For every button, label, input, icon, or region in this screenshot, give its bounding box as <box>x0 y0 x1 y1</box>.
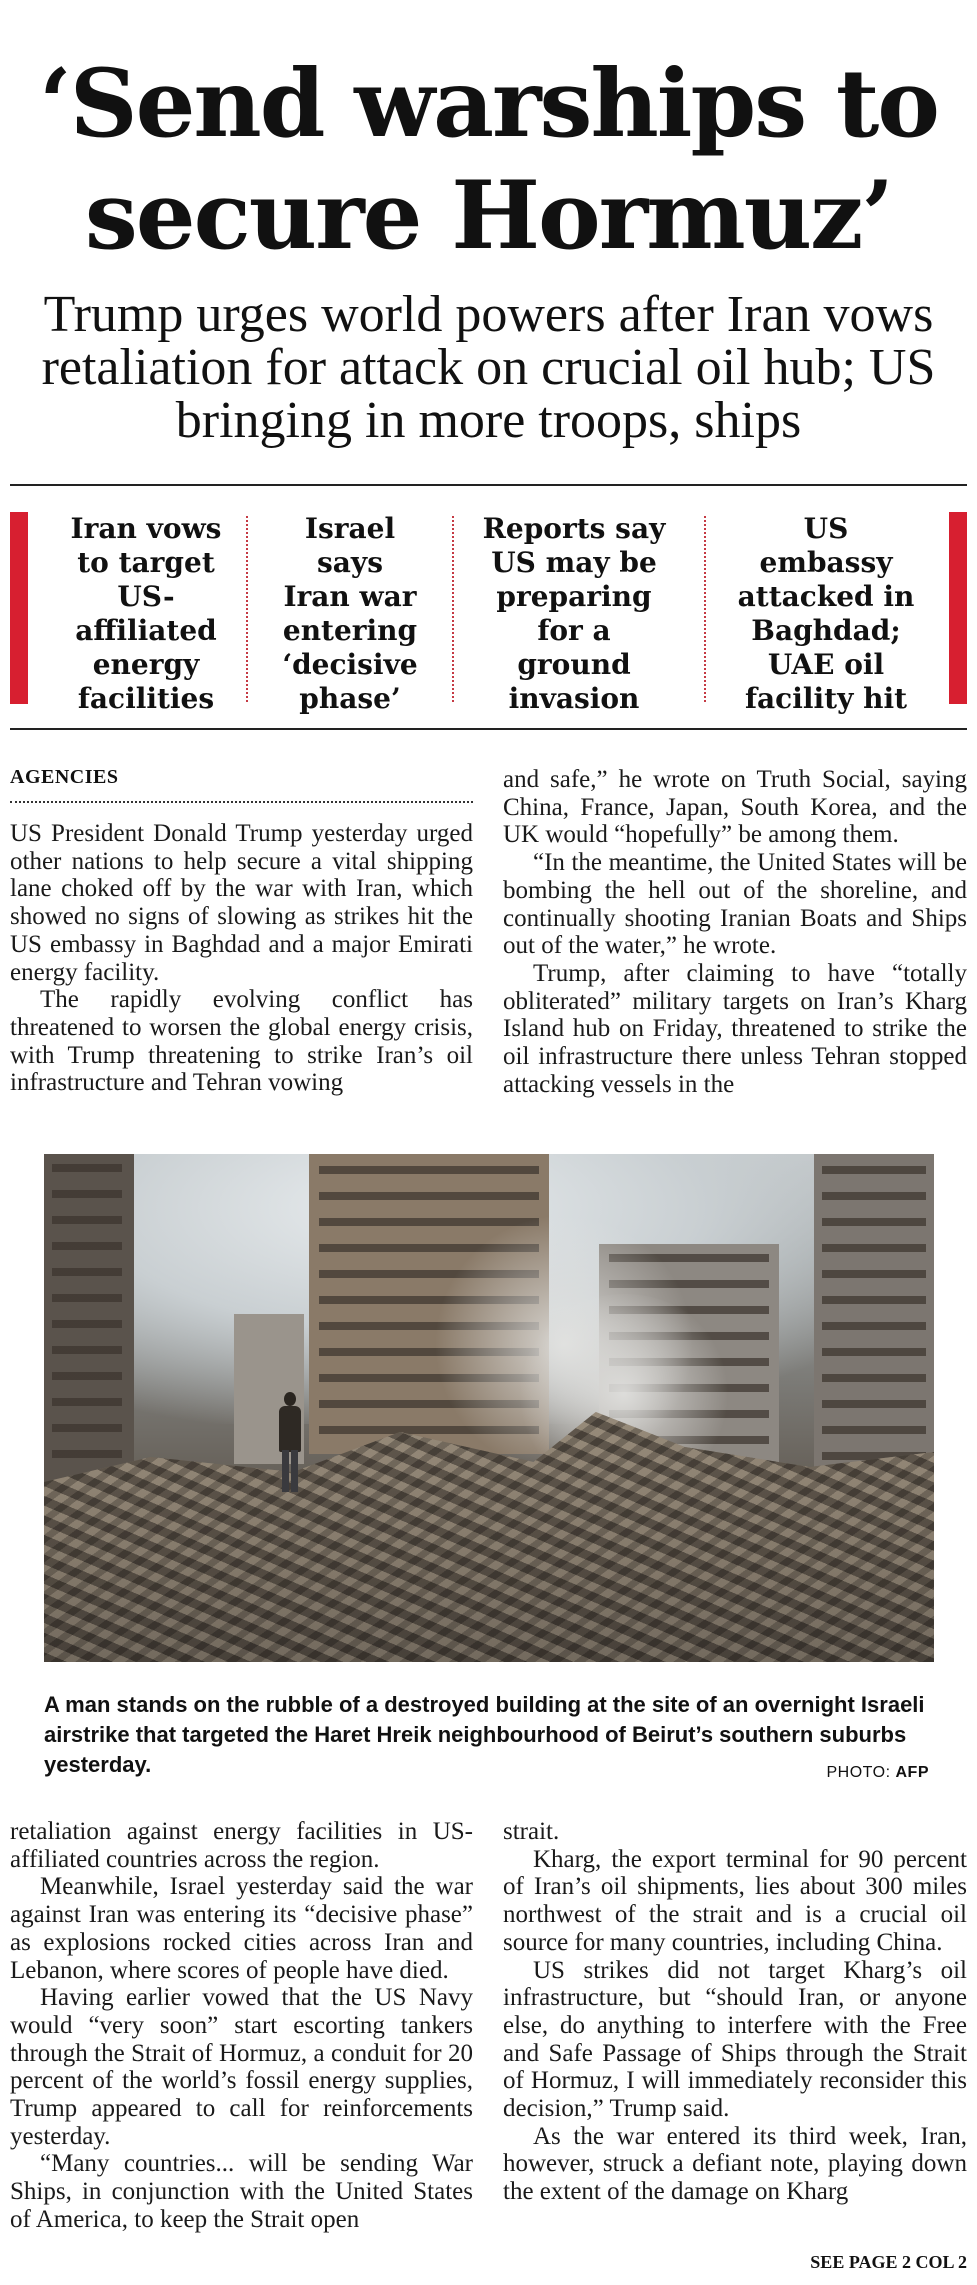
highlight-divider <box>246 516 248 702</box>
highlight-line: Iran war <box>283 580 417 613</box>
highlight-line: attacked in <box>737 580 915 613</box>
deck-line-2: retaliation for attack on crucial oil hub; US <box>41 339 936 396</box>
highlight-line: entering <box>282 614 418 647</box>
paragraph: and safe,” he wrote on Truth Social, saying China, France, Japan, South Korea, and the UK would “hopefully” be among them. <box>503 766 967 849</box>
photo-building-windows <box>52 1164 122 1464</box>
photo-man-figure <box>276 1392 302 1492</box>
byline: AGENCIES <box>10 766 473 803</box>
right-accent-bar <box>949 512 967 704</box>
highlight-divider <box>452 516 454 702</box>
highlight-line: to target <box>77 546 215 579</box>
paragraph: US President Donald Trump yesterday urged other nations to help secure a vital shipping lane choked off by the war with Iran, which showed no signs of slowing as strikes hit the US embassy in Baghdad and a major Emirati energy facility. <box>10 820 473 986</box>
highlight-line: embassy <box>759 546 893 579</box>
highlight-line: Iran vows <box>70 512 222 545</box>
photo-man-body <box>279 1406 301 1452</box>
highlight-line: says <box>317 546 383 579</box>
highlight-line: invasion <box>508 682 640 715</box>
paragraph: Trump, after claiming to have “totally obliterated” military targets on Iran’s Kharg Island hub on Friday, threatened to strike the oil infrastructure there unless Tehran stopped attacking vessels in the <box>503 959 967 1098</box>
article-column-1-top <box>10 820 473 1097</box>
paragraph: US strikes did not target Kharg’s oil infrastructure, but “should Iran, or anyone else, do anything to interfere with the Free and Safe Passage of Ships through the Strait of Hormuz, I will immediately reconsider this decision,” Trump said. <box>503 1956 967 2123</box>
paragraph: “In the meantime, the United States will be bombing the hell out of the shoreline, and continually shooting Iranian Boats and Ships out of the water,” he wrote. <box>503 849 967 960</box>
highlight-line: Reports say <box>482 512 666 545</box>
headline-line-1: ‘Send warships to <box>38 49 939 159</box>
highlight-item <box>456 512 692 715</box>
deck-line-3: bringing in more troops, ships <box>175 392 802 449</box>
paragraph: “Many countries... will be sending War Ships, in conjunction with the United States of America, to keep the Strait open <box>10 2150 473 2233</box>
paragraph: As the war entered its third week, Iran, however, struck a defiant note, playing down the extent of the damage on Kharg <box>503 2122 967 2206</box>
highlight-line: facility hit <box>744 682 908 715</box>
paragraph: retaliation against energy facilities in US-affiliated countries across the region. <box>10 1818 473 1873</box>
article-column-2-bottom <box>503 1818 967 2206</box>
highlight-line: ‘decisive <box>282 648 418 681</box>
news-photo <box>44 1154 934 1662</box>
article-column-1-bottom <box>10 1818 473 2234</box>
photo-building-windows <box>822 1166 926 1466</box>
highlight-line: ground <box>517 648 631 681</box>
left-accent-bar <box>10 512 28 704</box>
highlight-item <box>36 512 256 715</box>
photo-man-legs <box>282 1450 298 1492</box>
jump-line[interactable]: SEE PAGE 2 COL 2 <box>810 2252 967 2272</box>
paragraph: Meanwhile, Israel yesterday said the war against Iran was entering its “decisive phase” as explosions rocked cities across Iran and Lebanon, where scores of people have died. <box>10 1873 473 1984</box>
article-column-2-top <box>503 766 967 1098</box>
highlights-strip <box>10 512 967 715</box>
highlight-line: phase’ <box>299 682 401 715</box>
paragraph: Having earlier vowed that the US Navy would “very soon” start escorting tankers through the Strait of Hormuz, a conduit for 20 percent of the world’s fossil energy supplies, Trump appeared to call for reinforcements yesterday. <box>10 1984 473 2150</box>
highlight-line: energy <box>92 648 200 681</box>
paragraph: The rapidly evolving conflict has threatened to worsen the global energy crisis, with Trump threatening to strike Iran’s oil infrastructure and Tehran vowing <box>10 986 473 1097</box>
highlight-line: UAE oil <box>767 648 885 681</box>
highlight-item <box>706 512 946 715</box>
highlight-line: US <box>803 512 849 545</box>
headline <box>0 48 977 272</box>
highlight-line: US may be <box>491 546 657 579</box>
photo-credit <box>827 1764 930 1782</box>
photo-man-head <box>284 1392 296 1406</box>
top-divider <box>10 484 967 486</box>
highlight-line: preparing <box>496 580 652 613</box>
highlight-line: for a <box>537 614 611 647</box>
photo-caption: A man stands on the rubble of a destroyed building at the site of an overnight Israeli airstrike that targeted the Haret Hreik neighbourhood of Beirut’s southern suburbs yesterday. <box>44 1692 925 1777</box>
highlight-line: affiliated <box>75 614 217 647</box>
deck <box>10 288 967 447</box>
photo-credit-label: PHOTO: <box>826 1764 891 1781</box>
highlight-item <box>250 512 450 715</box>
headline-line-2: secure Hormuz’ <box>84 161 893 271</box>
photo-credit-source: AFP <box>895 1764 929 1781</box>
highlight-line: Baghdad; <box>751 614 901 647</box>
paragraph: Kharg, the export terminal for 90 percent of Iran’s oil shipments, lies about 300 miles northwest of the strait and is a crucial oil source for many countries, including China. <box>503 1845 967 1956</box>
highlight-line: Israel <box>304 512 396 545</box>
deck-line-1: Trump urges world powers after Iran vows <box>43 286 934 343</box>
highlight-line: US- <box>117 580 175 613</box>
highlight-line: facilities <box>77 682 215 715</box>
highlights-bottom-divider <box>10 728 967 730</box>
paragraph: strait. <box>503 1818 560 1845</box>
